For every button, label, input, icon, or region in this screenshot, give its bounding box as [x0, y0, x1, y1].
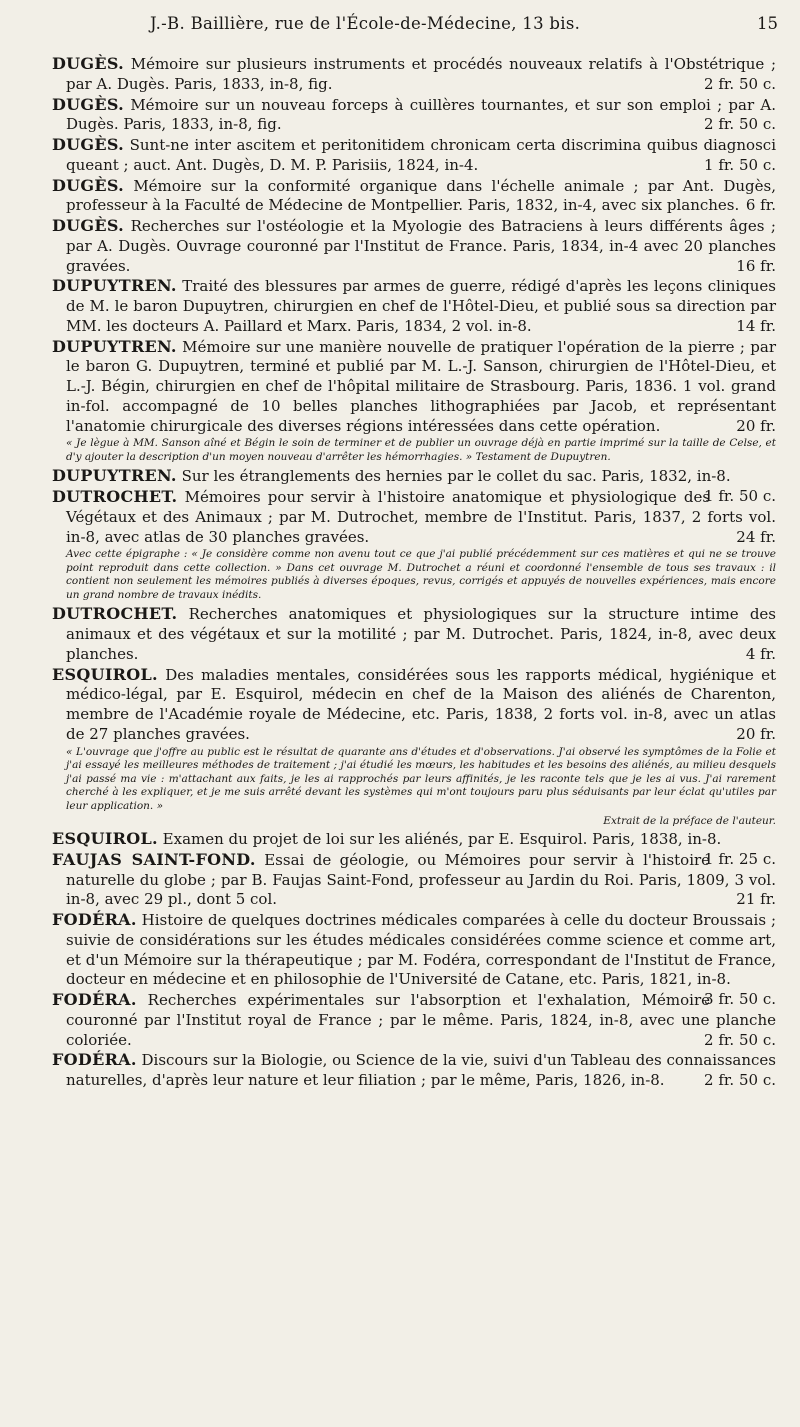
catalog-entry [52, 95, 776, 136]
entry-description: Mémoire sur un nouveau forceps à cuillères tournantes, et sur son emploi ; par A. Dugès. Paris, 1833, in-8, fig. [66, 95, 776, 134]
entry-price: 1 fr. 50 c. [704, 487, 776, 505]
entry-note: Avec cette épigraphe : « Je considère comme non avenu tout ce que j'ai publié précédemment sur ces matières et qui ne se trouve point reproduit dans cette collection. » Dans cet ouvrage M. Dutrochet a réuni et coordonné l'ensemble de tous ses travaux : il contient non seulement les mémoires publiés à diverses époques, revus, corrigés et appuyés de nouvelles expériences, mais encore un grand nombre de travaux inédits. [66, 548, 776, 601]
entry-price: 4 fr. [745, 644, 776, 663]
entry-description: Mémoire sur la conformité organique dans l'échelle animale ; par Ant. Dugès, professeur à la Faculté de Médecine de Montpellier. Paris, 1832, in-4, avec six planches. [66, 176, 776, 215]
entry-note: « Je lègue à MM. Sanson aîné et Bégin le soin de terminer et de publier un ouvrage déjà en partie imprimé sur la taille de Celse, et d'y ajouter la description d'un moyen nouveau d'arrêter les hémorrhagies. » Testament de Dupuytren. [66, 437, 776, 463]
catalog-entry [52, 910, 776, 1008]
entry-author: DUGÈS. [52, 54, 125, 73]
entry-author: FODÉRA. [52, 910, 137, 929]
entry-price: 14 fr. [736, 316, 776, 335]
entry-note: « L'ouvrage que j'offre au public est le résultat de quarante ans d'études et d'observations. J'ai observé les symptômes de la Folie et j'ai essayé les meilleures méthodes de traitement ; j'ai étudié les mœurs, les habitudes et les besoins des aliénés, au milieu desquels j'ai passé ma vie : m'attachant aux faits, je les ai rapprochés par leurs affinités, je les raconte tels que je les ai vus. J'ai rarement cherché à les expliquer, et je me suis arrêté devant les systèmes qui m'ont toujours paru plus séduisants par leur éclat qu'utiles par leur application. » [66, 745, 776, 812]
entry-price: 3 fr. 50 c. [704, 990, 776, 1008]
catalog-entry [52, 276, 776, 336]
entry-description: Recherches anatomiques et physiologiques sur la structure intime des animaux et des végétaux et sur la motilité ; par M. Dutrochet. Paris, 1824, in-8, avec deux planches. [66, 605, 776, 663]
entry-description: Mémoire sur plusieurs instruments et procédés nouveaux relatifs à l'Obstétrique ; par A. Dugès. Paris, 1833, in-8, fig. [66, 55, 776, 93]
catalog-entry [52, 135, 776, 176]
running-header [0, 0, 800, 50]
entry-description: Discours sur la Biologie, ou Science de la vie, suivi d'un Tableau des connaissances naturelles, d'après leur nature et leur filiation ; par le même, Paris, 1826, in-8. [66, 1051, 776, 1089]
catalog-entry [52, 990, 776, 1050]
entry-author: FODÉRA. [52, 1050, 137, 1070]
catalog-entry [52, 665, 776, 745]
entry-price: 21 fr. [736, 890, 776, 909]
entry-description: Mémoires pour servir à l'histoire anatomique et physiologique des Végétaux et des Animaux ; par M. Dutrochet, membre de l'Institut. Paris, 1837, 2 forts vol. in-8, avec atlas de 30 planches gravées. [66, 488, 776, 546]
entry-author: DUTROCHET. [52, 487, 178, 506]
catalog-entry [52, 54, 776, 95]
entry-author: FODÉRA. [52, 990, 137, 1009]
entry-price: 6 fr. [745, 196, 776, 215]
entry-author: DUPUYTREN. [52, 466, 177, 486]
entry-author: ESQUIROL. [52, 664, 158, 684]
entry-author: FAUJAS SAINT-FOND. [52, 849, 256, 869]
entry-description: Traité des blessures par armes de guerre, rédigé d'après les leçons cliniques de M. le baron Dupuytren, chirurgien en chef de l'Hôtel-Dieu, et publié sous sa direction par MM. les docteurs A. Paillard et Marx. Paris, 1834, 2 vol. in-8. [66, 277, 776, 335]
entry-description: Essai de géologie, ou Mémoires pour servir à l'histoire naturelle du globe ; par B. Faujas Saint-Fond, professeur au Jardin du Roi. Paris, 1809, 3 vol. in-8, avec 29 pl., dont 5 col. [66, 850, 776, 909]
entry-author: DUTROCHET. [52, 604, 178, 624]
entry-description: Des maladies mentales, considérées sous les rapports médical, hygiénique et médico-légal, par E. Esquirol, médecin en chef de la Maison des aliénés de Charenton, membre de l'Académie royale de Médecine, etc. Paris, 1838, 2 forts vol. in-8, avec un atlas de 27 planches gravées. [66, 665, 776, 743]
entry-price: 2 fr. 50 c. [704, 1030, 776, 1049]
catalog-entries [52, 54, 776, 1091]
entry-description: Examen du projet de loi sur les aliénés, par E. Esquirol. Paris, 1838, in-8. [162, 830, 722, 848]
entry-author: DUGÈS. [52, 175, 125, 195]
entry-description: Recherches expérimentales sur l'absorption et l'exhalation, Mémoire couronné par l'Institut royal de France ; par le même. Paris, 1824, in-8, avec une planche coloriée. [66, 991, 776, 1049]
entry-author: ESQUIROL. [52, 829, 158, 848]
entry-price: 20 fr. [736, 416, 776, 435]
catalog-entry [52, 176, 776, 217]
entry-price: 2 fr. 50 c. [704, 115, 776, 134]
entry-price: 1 fr. 25 c. [704, 849, 776, 868]
catalog-entry [52, 850, 776, 910]
catalog-entry [52, 487, 776, 547]
entry-description: Sur les étranglements des hernies par le collet du sac. Paris, 1832, in-8. [181, 467, 731, 486]
entry-author: DUGÈS. [52, 216, 125, 235]
catalog-entry [52, 604, 776, 664]
entry-price: 24 fr. [736, 527, 776, 546]
entry-note-source: Extrait de la préface de l'auteur. [603, 815, 776, 827]
catalog-entry [52, 1050, 776, 1091]
entry-price: 20 fr. [736, 724, 776, 743]
entry-price: 2 fr. 50 c. [704, 1071, 776, 1089]
entry-author: DUGÈS. [52, 135, 125, 154]
entry-author: DUPUYTREN. [52, 276, 177, 296]
catalog-entry [52, 337, 776, 437]
entry-description: Recherches sur l'ostéologie et la Myologie des Batraciens à leurs différents âges ; par A. Dugès. Ouvrage couronné par l'Institut de France. Paris, 1834, in-4 avec 20 planches gravées. [66, 217, 776, 275]
entry-author: DUGÈS. [52, 94, 125, 114]
catalog-entry [52, 216, 776, 276]
entry-description: Histoire de quelques doctrines médicales comparées à celle du docteur Broussais ; suivie de considérations sur les études médicales considérées comme science et comme art, et d'un Mémoire sur la thérapeutique ; par M. Fodéra, correspondant de l'Institut de France, docteur en médecine et en philosophie de l'Université de Catane, etc. Paris, 1821, in-8. [66, 911, 776, 989]
page-number: 15 [757, 14, 778, 33]
entry-description: Mémoire sur une manière nouvelle de pratiquer l'opération de la pierre ; par le baron G. Dupuytren, terminé et publié par M. L.-J. Sanson, chirurgien de l'Hôtel-Dieu, et L.-J. Bégin, chirurgien en chef de l'hôpital militaire de Strasbourg. Paris, 1836. 1 vol. grand in-fol. accompagné de 10 belles planches lithographiées par Jacob, et représentant l'anatomie chirurgicale des diverses régions intéressées dans cette opération. [66, 337, 776, 435]
publisher-header: J.-B. Baillière, rue de l'École-de-Médecine, 13 bis. [150, 14, 581, 33]
entry-price: 2 fr. 50 c. [704, 74, 776, 93]
entry-description: Sunt-ne inter ascitem et peritonitidem chronicam certa discrimina quibus diagnosci queant ; auct. Ant. Dugès, D. M. P. Parisiis, 1824, in-4. [66, 136, 776, 174]
entry-price: 16 fr. [736, 256, 776, 275]
entry-price: 1 fr. 50 c. [704, 155, 776, 174]
entry-author: DUPUYTREN. [52, 336, 177, 356]
